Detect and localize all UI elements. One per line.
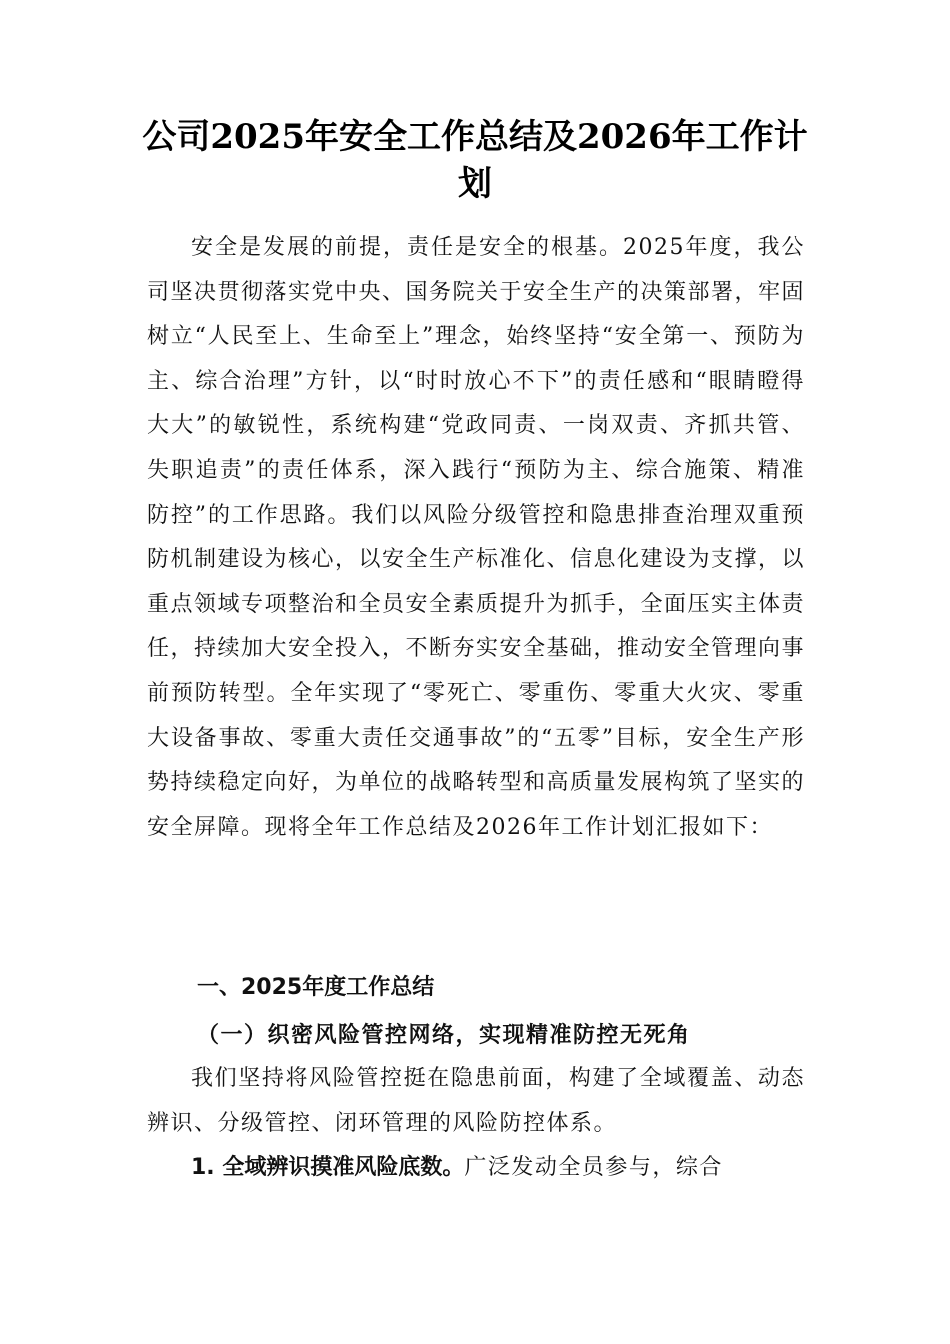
subsection-heading: （一）织密风险管控网络，实现精准防控无死角 — [197, 1022, 691, 1048]
item-lead: 1. 全域辨识摸准风险底数。 — [191, 1155, 465, 1180]
document-title: 公司2025年安全工作总结及2026年工作计划 — [142, 117, 808, 204]
intro-paragraph: 安全是发展的前提，责任是安全的根基。2025年度，我公司坚决贯彻落实党中央、国务院关于安全生产的决策部署，牢固树立“人民至上、生命至上”理念，始终坚持“安全第一、预防为主、综合治理”方针，以“时时放心不下”的责任感和“眼睛瞪得大大”的敏锐性，系统构建“党政同责、一岗双责、齐抓共管、失职追责”的责任体系，深入践行“预防为主、综合施策、精准防控”的工作思路。我们以风险分级管控和隐患排查治理双重预防机制建设为核心，以安全生产标准化、信息化建设为支撑，以重点领域专项整治和全员安全素质提升为抓手，全面压实主体责任，持续加大安全投入，不断夯实安全基础，推动安全管理向事前预防转型。全年实现了“零死亡、零重伤、零重大火灾、零重大设备事故、零重大责任交通事故”的“五零”目标，安全生产形势持续稳定向好，为单位的战略转型和高质量发展构筑了坚实的安全屏障。现将全年工作总结及2026年工作计划汇报如下： — [147, 235, 806, 840]
item-text: 广泛发动全员参与，综合 — [464, 1155, 723, 1180]
item-paragraph — [147, 1146, 805, 1191]
section-heading: 一、2025年度工作总结 — [197, 975, 435, 1000]
subsection-paragraph: 我们坚持将风险管控挺在隐患前面，构建了全域覆盖、动态辨识、分级管控、闭环管理的风险防控体系。 — [147, 1066, 805, 1136]
